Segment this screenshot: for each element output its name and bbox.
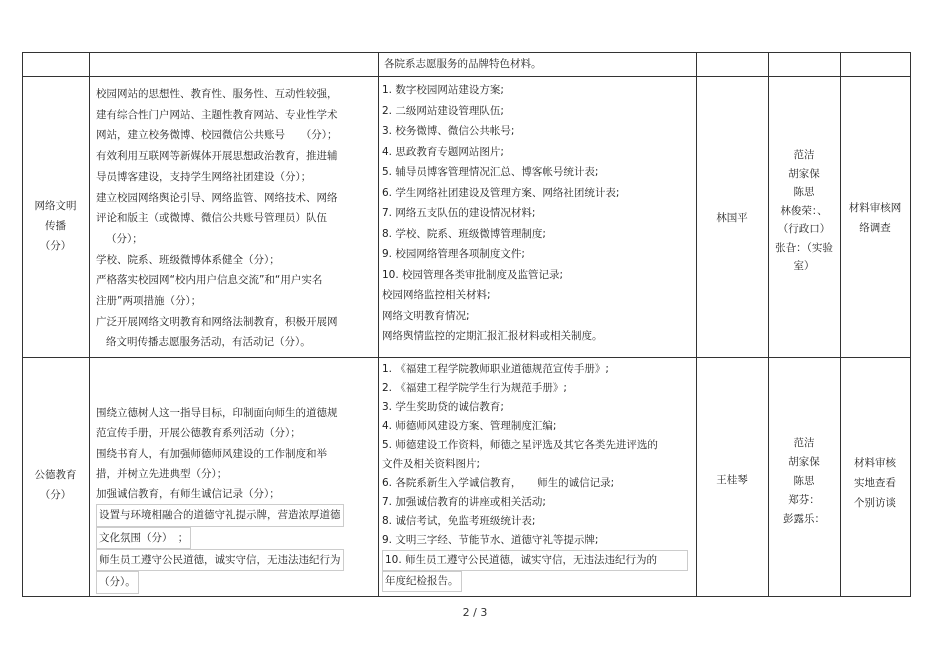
row-divider	[22, 76, 911, 77]
row-divider	[22, 596, 911, 597]
column-divider	[696, 52, 697, 597]
row1-method: 材料审核网 络调查	[848, 202, 902, 234]
row2-method: 材料审核 实地查看 个别访谈	[854, 457, 896, 509]
assessment-table	[22, 52, 911, 597]
top-row-evidence: 各院系志愿服务的品牌特色材料。	[384, 58, 542, 70]
row2-owner: 王桂琴	[716, 474, 748, 486]
row2-category: 公德教育 （分）	[34, 469, 77, 501]
column-divider	[89, 52, 90, 597]
row1-category: 网络文明 传播 （分）	[34, 200, 77, 252]
row1-evidence: 1. 数字校园网站建设方案; 2. 二级网站建设管理队伍; 3. 校务微博、微信公共帐号; 4. 思政教育专题网站图片; 5. 辅导员博客管理情况汇总、博客帐号统计表; 6. 学生网络社团建设及管理方案、网络社团统计表; 7. 网络五支队伍的建设情况材料; 8. 学校、院系、班级微博管理制度; 9. 校园网络管理各项制度文件; 10. 校园管理各类审批制度及监管记录; 校园网络监控相关材料; 网络文明教育情况; 网络舆情监控的定期汇报汇报材料或相关制度。	[382, 84, 620, 342]
row1-staff: 范洁 胡家保 陈思 林俊荣：、 （行政口） 张旮：（实验 室）	[775, 149, 833, 272]
table-border-left	[22, 52, 23, 597]
table-border-right	[910, 52, 911, 597]
row1-owner: 林国平	[716, 212, 748, 224]
row2-staff: 范洁 胡家保 陈思 郑芬： 彭露乐：	[783, 437, 825, 525]
row2-evidence: 1. 《福建工程学院教师职业道德规范宣传手册》; 2. 《福建工程学院学生行为规范手册》; 3. 学生奖助贷的诚信教育; 4. 师德师风建设方案、管理制度汇编; 5. 师德建设工作资料，师德之星评选及其它各类先进评选的 文件及相关资料图片; 6. 各院系新生入学诚信教育， 师生的诚信记录; 7. 加强诚信教育的讲座或相关活动; 8. 诚信考试，免监考班级统计表; 9. 文明三字经、节能节水、道德守礼等提示牌; 10. 师生员工遵守公民道德，诚实守信，无违法违纪行为的 年度纪检报告。	[382, 360, 694, 592]
row1-requirements: 校园网站的思想性、教育性、服务性、互动性较强， 建有综合性门户网站、主题性教育网站、专业性学术 网站，建立校务微博、校园微信公共账号 （分）； 有效利用互联网等新媒体开展思想政治教育，推进辅 导员博客建设，支持学生网络社团建设（分）； 建立校园网络舆论引导、网络监管、网络技术、网络 评论和版主（或微博、微信公共账号管理员）队伍 （分）； 学校、院系、班级微博体系健全（分）； 严格落实校园网“校内用户信息交流”和“用户实名 注册”两项措施（分）； 广泛开展网络文明教育和网络法制教育，积极开展网 络文明传播志愿服务活动，有活动记（分）。	[96, 88, 338, 349]
row-divider	[22, 357, 911, 358]
column-divider	[378, 52, 379, 597]
row2-requirements: 围绕立德树人这一指导目标，印制面向师生的道德规 范宣传手册，开展公德教育系列活动（分）； 围绕书育人，有加强师德师风建设的工作制度和举 措，并树立先进典型（分）； 加强诚信教育，有师生诚信记录（分）； 设置与环境相融合的道德守礼提示牌，营造浓厚道德 文化氛围（分） ； 师生员工遵守公民道德，诚实守信，无违法违纪行为 （分）。	[96, 403, 376, 594]
column-divider	[840, 52, 841, 597]
page-number: 2 / 3	[462, 606, 488, 619]
row-divider	[22, 52, 911, 53]
